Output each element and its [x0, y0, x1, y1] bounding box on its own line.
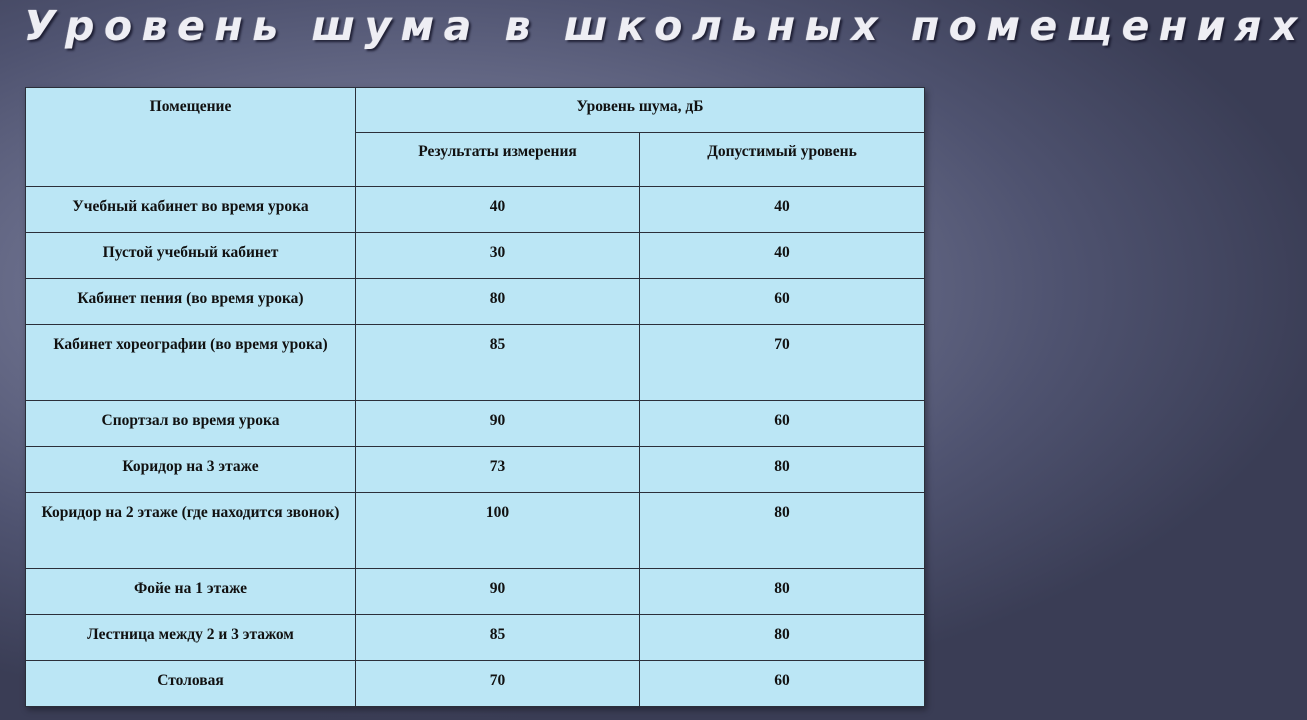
table-row: [26, 447, 925, 493]
measured-value: 40: [356, 187, 640, 233]
noise-level-table: [25, 87, 925, 707]
allowed-value: 80: [640, 615, 925, 661]
room-name: Столовая: [26, 661, 356, 707]
header-room: Помещение: [26, 88, 356, 187]
allowed-value: 70: [640, 325, 925, 401]
room-name: Фойе на 1 этаже: [26, 569, 356, 615]
measured-value: 90: [356, 569, 640, 615]
table-row: [26, 325, 925, 401]
table-header-row: [26, 88, 925, 133]
measured-value: 80: [356, 279, 640, 325]
measured-value: 100: [356, 493, 640, 569]
room-name: Кабинет пения (во время урока): [26, 279, 356, 325]
room-name: Пустой учебный кабинет: [26, 233, 356, 279]
header-allowed: Допустимый уровень: [640, 133, 925, 187]
allowed-value: 40: [640, 187, 925, 233]
allowed-value: 80: [640, 447, 925, 493]
measured-value: 73: [356, 447, 640, 493]
table-row: [26, 493, 925, 569]
allowed-value: 60: [640, 401, 925, 447]
table-row: [26, 279, 925, 325]
measured-value: 90: [356, 401, 640, 447]
table-row: [26, 187, 925, 233]
allowed-value: 60: [640, 661, 925, 707]
table-row: [26, 615, 925, 661]
header-noise-level: Уровень шума, дБ: [356, 88, 925, 133]
room-name: Коридор на 2 этаже (где находится звонок): [26, 493, 356, 569]
measured-value: 85: [356, 615, 640, 661]
allowed-value: 80: [640, 569, 925, 615]
table-row: [26, 569, 925, 615]
allowed-value: 40: [640, 233, 925, 279]
page-title: Уровень шума в школьных помещениях: [24, 2, 1307, 50]
room-name: Кабинет хореографии (во время урока): [26, 325, 356, 401]
room-name: Лестница между 2 и 3 этажом: [26, 615, 356, 661]
room-name: Учебный кабинет во время урока: [26, 187, 356, 233]
measured-value: 70: [356, 661, 640, 707]
allowed-value: 80: [640, 493, 925, 569]
header-measured: Результаты измерения: [356, 133, 640, 187]
measured-value: 85: [356, 325, 640, 401]
room-name: Спортзал во время урока: [26, 401, 356, 447]
table-row: [26, 401, 925, 447]
measured-value: 30: [356, 233, 640, 279]
table-row: [26, 661, 925, 707]
table-row: [26, 233, 925, 279]
room-name: Коридор на 3 этаже: [26, 447, 356, 493]
allowed-value: 60: [640, 279, 925, 325]
